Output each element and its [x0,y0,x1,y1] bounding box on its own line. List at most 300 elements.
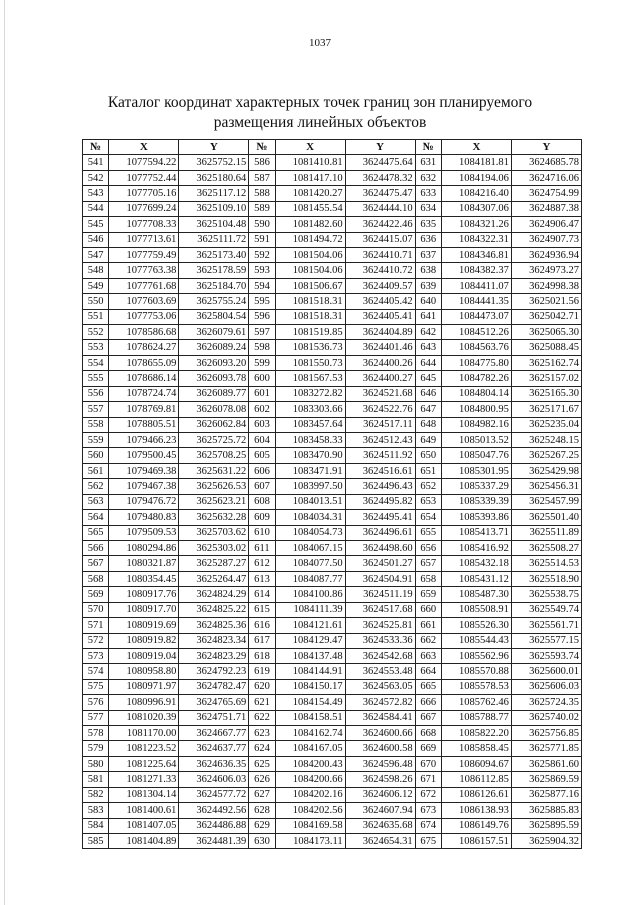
point-number-cell: 667 [415,710,441,725]
x-coordinate-cell: 1078655.09 [109,355,179,370]
point-number-cell: 575 [83,679,109,694]
y-coordinate-cell: 3625904.32 [511,833,581,848]
point-number-cell: 566 [83,540,109,555]
y-coordinate-cell: 3624636.35 [179,756,249,771]
header-number-2: № [249,140,275,155]
x-coordinate-cell: 1079509.53 [109,525,179,540]
x-coordinate-cell: 1080294.86 [109,540,179,555]
table-row [83,695,582,710]
x-coordinate-cell: 1079480.83 [109,510,179,525]
table-row [83,833,582,848]
x-coordinate-cell: 1081506.67 [275,278,345,293]
x-coordinate-cell: 1084158.51 [275,710,345,725]
table-row [83,325,582,340]
point-number-cell: 668 [415,726,441,741]
x-coordinate-cell: 1079466.23 [109,433,179,448]
y-coordinate-cell: 3625287.27 [179,556,249,571]
point-number-cell: 596 [249,309,275,324]
table-row [83,417,582,432]
y-coordinate-cell: 3624521.68 [345,386,415,401]
point-number-cell: 617 [249,633,275,648]
point-number-cell: 625 [249,756,275,771]
header-y-1: Y [179,140,249,155]
y-coordinate-cell: 3625804.54 [179,309,249,324]
table-row [83,217,582,232]
y-coordinate-cell: 3626089.24 [179,340,249,355]
point-number-cell: 608 [249,494,275,509]
point-number-cell: 648 [415,417,441,432]
x-coordinate-cell: 1084173.11 [275,833,345,848]
x-coordinate-cell: 1084013.51 [275,494,345,509]
x-coordinate-cell: 1081225.64 [109,756,179,771]
table-row [83,433,582,448]
y-coordinate-cell: 3624525.81 [345,618,415,633]
y-coordinate-cell: 3624782.47 [179,679,249,694]
table-row [83,479,582,494]
y-coordinate-cell: 3624401.46 [345,340,415,355]
point-number-cell: 541 [83,155,109,170]
x-coordinate-cell: 1080919.82 [109,633,179,648]
y-coordinate-cell: 3624522.76 [345,402,415,417]
x-coordinate-cell: 1085578.53 [441,679,511,694]
point-number-cell: 560 [83,448,109,463]
y-coordinate-cell: 3625235.04 [511,417,581,432]
table-row [83,186,582,201]
x-coordinate-cell: 1081567.53 [275,371,345,386]
y-coordinate-cell: 3624667.77 [179,726,249,741]
x-coordinate-cell: 1084167.05 [275,741,345,756]
x-coordinate-cell: 1084129.47 [275,633,345,648]
header-x-2: X [275,140,345,155]
table-row [83,679,582,694]
point-number-cell: 555 [83,371,109,386]
x-coordinate-cell: 1084169.58 [275,818,345,833]
y-coordinate-cell: 3624400.26 [345,355,415,370]
y-coordinate-cell: 3624596.48 [345,756,415,771]
table-row [83,494,582,509]
point-number-cell: 666 [415,695,441,710]
point-number-cell: 544 [83,201,109,216]
point-number-cell: 658 [415,571,441,586]
table-row [83,525,582,540]
table-body [83,155,582,849]
table-row [83,664,582,679]
y-coordinate-cell: 3624553.48 [345,664,415,679]
x-coordinate-cell: 1084411.07 [441,278,511,293]
table-row [83,818,582,833]
point-number-cell: 669 [415,741,441,756]
point-number-cell: 671 [415,772,441,787]
y-coordinate-cell: 3624410.71 [345,247,415,262]
x-coordinate-cell: 1086112.85 [441,772,511,787]
point-number-cell: 610 [249,525,275,540]
point-number-cell: 660 [415,602,441,617]
header-x-3: X [441,140,511,155]
point-number-cell: 622 [249,710,275,725]
y-coordinate-cell: 3624422.46 [345,217,415,232]
x-coordinate-cell: 1085339.39 [441,494,511,509]
y-coordinate-cell: 3624824.29 [179,587,249,602]
y-coordinate-cell: 3624410.72 [345,263,415,278]
point-number-cell: 623 [249,726,275,741]
y-coordinate-cell: 3624504.91 [345,571,415,586]
y-coordinate-cell: 3625267.25 [511,448,581,463]
table-row [83,340,582,355]
y-coordinate-cell: 3624577.72 [179,787,249,802]
header-x-1: X [109,140,179,155]
table-row [83,247,582,262]
y-coordinate-cell: 3625895.59 [511,818,581,833]
table-row [83,355,582,370]
x-coordinate-cell: 1084563.76 [441,340,511,355]
point-number-cell: 545 [83,217,109,232]
y-coordinate-cell: 3624563.05 [345,679,415,694]
y-coordinate-cell: 3626093.78 [179,371,249,386]
point-number-cell: 589 [249,201,275,216]
x-coordinate-cell: 1078624.27 [109,340,179,355]
y-coordinate-cell: 3624823.34 [179,633,249,648]
y-coordinate-cell: 3625117.12 [179,186,249,201]
x-coordinate-cell: 1084087.77 [275,571,345,586]
point-number-cell: 547 [83,247,109,262]
point-number-cell: 663 [415,648,441,663]
point-number-cell: 651 [415,463,441,478]
y-coordinate-cell: 3625171.67 [511,402,581,417]
y-coordinate-cell: 3624496.43 [345,479,415,494]
x-coordinate-cell: 1083272.82 [275,386,345,401]
x-coordinate-cell: 1084150.17 [275,679,345,694]
x-coordinate-cell: 1081420.27 [275,186,345,201]
point-number-cell: 614 [249,587,275,602]
point-number-cell: 643 [415,340,441,355]
point-number-cell: 542 [83,170,109,185]
x-coordinate-cell: 1081271.33 [109,772,179,787]
point-number-cell: 642 [415,325,441,340]
point-number-cell: 635 [415,217,441,232]
table-row [83,756,582,771]
y-coordinate-cell: 3624475.47 [345,186,415,201]
y-coordinate-cell: 3625042.71 [511,309,581,324]
point-number-cell: 620 [249,679,275,694]
x-coordinate-cell: 1085431.12 [441,571,511,586]
y-coordinate-cell: 3624765.69 [179,695,249,710]
x-coordinate-cell: 1077752.44 [109,170,179,185]
y-coordinate-cell: 3625264.47 [179,571,249,586]
y-coordinate-cell: 3624906.47 [511,217,581,232]
point-number-cell: 552 [83,325,109,340]
y-coordinate-cell: 3625178.59 [179,263,249,278]
y-coordinate-cell: 3625511.89 [511,525,581,540]
y-coordinate-cell: 3626093.20 [179,355,249,370]
table-row [83,710,582,725]
point-number-cell: 601 [249,386,275,401]
x-coordinate-cell: 1085526.30 [441,618,511,633]
header-y-2: Y [345,140,415,155]
point-number-cell: 571 [83,618,109,633]
point-number-cell: 582 [83,787,109,802]
point-number-cell: 639 [415,278,441,293]
x-coordinate-cell: 1084181.81 [441,155,511,170]
x-coordinate-cell: 1081550.73 [275,355,345,370]
point-number-cell: 616 [249,618,275,633]
x-coordinate-cell: 1077708.33 [109,217,179,232]
x-coordinate-cell: 1083470.90 [275,448,345,463]
point-number-cell: 577 [83,710,109,725]
x-coordinate-cell: 1086138.93 [441,803,511,818]
x-coordinate-cell: 1086157.51 [441,833,511,848]
point-number-cell: 605 [249,448,275,463]
x-coordinate-cell: 1077763.38 [109,263,179,278]
y-coordinate-cell: 3625303.02 [179,540,249,555]
x-coordinate-cell: 1079476.72 [109,494,179,509]
header-y-3: Y [511,140,581,155]
header-number-3: № [415,140,441,155]
x-coordinate-cell: 1085393.86 [441,510,511,525]
coordinates-table [82,139,582,849]
point-number-cell: 558 [83,417,109,432]
point-number-cell: 637 [415,247,441,262]
point-number-cell: 590 [249,217,275,232]
table-row [83,232,582,247]
x-coordinate-cell: 1079467.38 [109,479,179,494]
y-coordinate-cell: 3624716.06 [511,170,581,185]
y-coordinate-cell: 3624654.31 [345,833,415,848]
point-number-cell: 580 [83,756,109,771]
x-coordinate-cell: 1077699.24 [109,201,179,216]
y-coordinate-cell: 3624606.03 [179,772,249,787]
y-coordinate-cell: 3625877.16 [511,787,581,802]
table-row [83,726,582,741]
point-number-cell: 600 [249,371,275,386]
x-coordinate-cell: 1081407.05 [109,818,179,833]
x-coordinate-cell: 1083303.66 [275,402,345,417]
point-number-cell: 626 [249,772,275,787]
title-line-2: размещения линейных объектов [213,114,427,131]
x-coordinate-cell: 1079469.38 [109,463,179,478]
x-coordinate-cell: 1084200.43 [275,756,345,771]
y-coordinate-cell: 3624496.61 [345,525,415,540]
point-number-cell: 553 [83,340,109,355]
point-number-cell: 561 [83,463,109,478]
y-coordinate-cell: 3625173.40 [179,247,249,262]
y-coordinate-cell: 3625088.45 [511,340,581,355]
x-coordinate-cell: 1084512.26 [441,325,511,340]
x-coordinate-cell: 1085544.43 [441,633,511,648]
point-number-cell: 598 [249,340,275,355]
x-coordinate-cell: 1081519.85 [275,325,345,340]
point-number-cell: 604 [249,433,275,448]
y-coordinate-cell: 3625577.15 [511,633,581,648]
x-coordinate-cell: 1081455.54 [275,201,345,216]
table-row [83,648,582,663]
y-coordinate-cell: 3624444.10 [345,201,415,216]
point-number-cell: 656 [415,540,441,555]
y-coordinate-cell: 3626089.77 [179,386,249,401]
point-number-cell: 567 [83,556,109,571]
point-number-cell: 644 [415,355,441,370]
x-coordinate-cell: 1078724.74 [109,386,179,401]
table-row [83,155,582,170]
x-coordinate-cell: 1081304.14 [109,787,179,802]
y-coordinate-cell: 3624887.38 [511,201,581,216]
point-number-cell: 650 [415,448,441,463]
point-number-cell: 654 [415,510,441,525]
point-number-cell: 583 [83,803,109,818]
point-number-cell: 619 [249,664,275,679]
table-row [83,787,582,802]
x-coordinate-cell: 1080917.70 [109,602,179,617]
y-coordinate-cell: 3624973.27 [511,263,581,278]
x-coordinate-cell: 1080919.69 [109,618,179,633]
x-coordinate-cell: 1085762.46 [441,695,511,710]
x-coordinate-cell: 1084077.50 [275,556,345,571]
point-number-cell: 611 [249,540,275,555]
x-coordinate-cell: 1086126.61 [441,787,511,802]
x-coordinate-cell: 1085047.76 [441,448,511,463]
x-coordinate-cell: 1085301.95 [441,463,511,478]
y-coordinate-cell: 3624492.56 [179,803,249,818]
x-coordinate-cell: 1078586.68 [109,325,179,340]
x-coordinate-cell: 1084054.73 [275,525,345,540]
y-coordinate-cell: 3625429.98 [511,463,581,478]
x-coordinate-cell: 1085013.52 [441,433,511,448]
point-number-cell: 612 [249,556,275,571]
x-coordinate-cell: 1081504.06 [275,247,345,262]
y-coordinate-cell: 3625755.24 [179,294,249,309]
point-number-cell: 587 [249,170,275,185]
table-row [83,540,582,555]
y-coordinate-cell: 3625184.70 [179,278,249,293]
y-coordinate-cell: 3624495.41 [345,510,415,525]
point-number-cell: 559 [83,433,109,448]
x-coordinate-cell: 1078686.14 [109,371,179,386]
x-coordinate-cell: 1078769.81 [109,402,179,417]
y-coordinate-cell: 3624751.71 [179,710,249,725]
x-coordinate-cell: 1077603.69 [109,294,179,309]
coordinates-table-wrapper [82,139,582,849]
y-coordinate-cell: 3624517.11 [345,417,415,432]
y-coordinate-cell: 3626078.08 [179,402,249,417]
y-coordinate-cell: 3625549.74 [511,602,581,617]
x-coordinate-cell: 1084194.06 [441,170,511,185]
y-coordinate-cell: 3625021.56 [511,294,581,309]
y-coordinate-cell: 3624685.78 [511,155,581,170]
y-coordinate-cell: 3624517.68 [345,602,415,617]
point-number-cell: 665 [415,679,441,694]
y-coordinate-cell: 3625518.90 [511,571,581,586]
y-coordinate-cell: 3624409.57 [345,278,415,293]
table-row [83,633,582,648]
x-coordinate-cell: 1084034.31 [275,510,345,525]
y-coordinate-cell: 3624600.58 [345,741,415,756]
y-coordinate-cell: 3625162.74 [511,355,581,370]
point-number-cell: 659 [415,587,441,602]
y-coordinate-cell: 3624516.61 [345,463,415,478]
title-line-1: Каталог координат характерных точек границ зон планируемого [107,94,533,111]
point-number-cell: 630 [249,833,275,848]
y-coordinate-cell: 3624404.89 [345,325,415,340]
y-coordinate-cell: 3625606.03 [511,679,581,694]
point-number-cell: 657 [415,556,441,571]
y-coordinate-cell: 3624998.38 [511,278,581,293]
x-coordinate-cell: 1084202.16 [275,787,345,802]
point-number-cell: 603 [249,417,275,432]
y-coordinate-cell: 3624533.36 [345,633,415,648]
x-coordinate-cell: 1084321.26 [441,217,511,232]
point-number-cell: 661 [415,618,441,633]
x-coordinate-cell: 1085432.18 [441,556,511,571]
point-number-cell: 551 [83,309,109,324]
point-number-cell: 595 [249,294,275,309]
x-coordinate-cell: 1085413.71 [441,525,511,540]
y-coordinate-cell: 3624400.27 [345,371,415,386]
y-coordinate-cell: 3625508.27 [511,540,581,555]
table-row [83,386,582,401]
point-number-cell: 640 [415,294,441,309]
point-number-cell: 562 [83,479,109,494]
point-number-cell: 564 [83,510,109,525]
point-number-cell: 646 [415,386,441,401]
y-coordinate-cell: 3625861.60 [511,756,581,771]
x-coordinate-cell: 1084202.56 [275,803,345,818]
x-coordinate-cell: 1077761.68 [109,278,179,293]
point-number-cell: 563 [83,494,109,509]
y-coordinate-cell: 3624405.42 [345,294,415,309]
point-number-cell: 550 [83,294,109,309]
x-coordinate-cell: 1081223.52 [109,741,179,756]
x-coordinate-cell: 1078805.51 [109,417,179,432]
table-row [83,510,582,525]
point-number-cell: 609 [249,510,275,525]
point-number-cell: 574 [83,664,109,679]
table-row [83,772,582,787]
point-number-cell: 597 [249,325,275,340]
table-row [83,556,582,571]
table-row [83,294,582,309]
y-coordinate-cell: 3625626.53 [179,479,249,494]
y-coordinate-cell: 3625104.48 [179,217,249,232]
table-header-row [83,140,582,155]
x-coordinate-cell: 1084473.07 [441,309,511,324]
point-number-cell: 579 [83,741,109,756]
point-number-cell: 673 [415,803,441,818]
document-title [0,93,640,133]
x-coordinate-cell: 1085570.88 [441,664,511,679]
x-coordinate-cell: 1084382.37 [441,263,511,278]
x-coordinate-cell: 1084216.40 [441,186,511,201]
y-coordinate-cell: 3625456.31 [511,479,581,494]
point-number-cell: 607 [249,479,275,494]
y-coordinate-cell: 3624486.88 [179,818,249,833]
y-coordinate-cell: 3624936.94 [511,247,581,262]
table-row [83,278,582,293]
x-coordinate-cell: 1086094.67 [441,756,511,771]
point-number-cell: 647 [415,402,441,417]
y-coordinate-cell: 3624754.99 [511,186,581,201]
point-number-cell: 641 [415,309,441,324]
y-coordinate-cell: 3625157.02 [511,371,581,386]
x-coordinate-cell: 1083997.50 [275,479,345,494]
x-coordinate-cell: 1081410.81 [275,155,345,170]
point-number-cell: 593 [249,263,275,278]
x-coordinate-cell: 1081518.31 [275,309,345,324]
x-coordinate-cell: 1084121.61 [275,618,345,633]
point-number-cell: 649 [415,433,441,448]
y-coordinate-cell: 3625724.35 [511,695,581,710]
point-number-cell: 636 [415,232,441,247]
y-coordinate-cell: 3624792.23 [179,664,249,679]
y-coordinate-cell: 3624598.26 [345,772,415,787]
